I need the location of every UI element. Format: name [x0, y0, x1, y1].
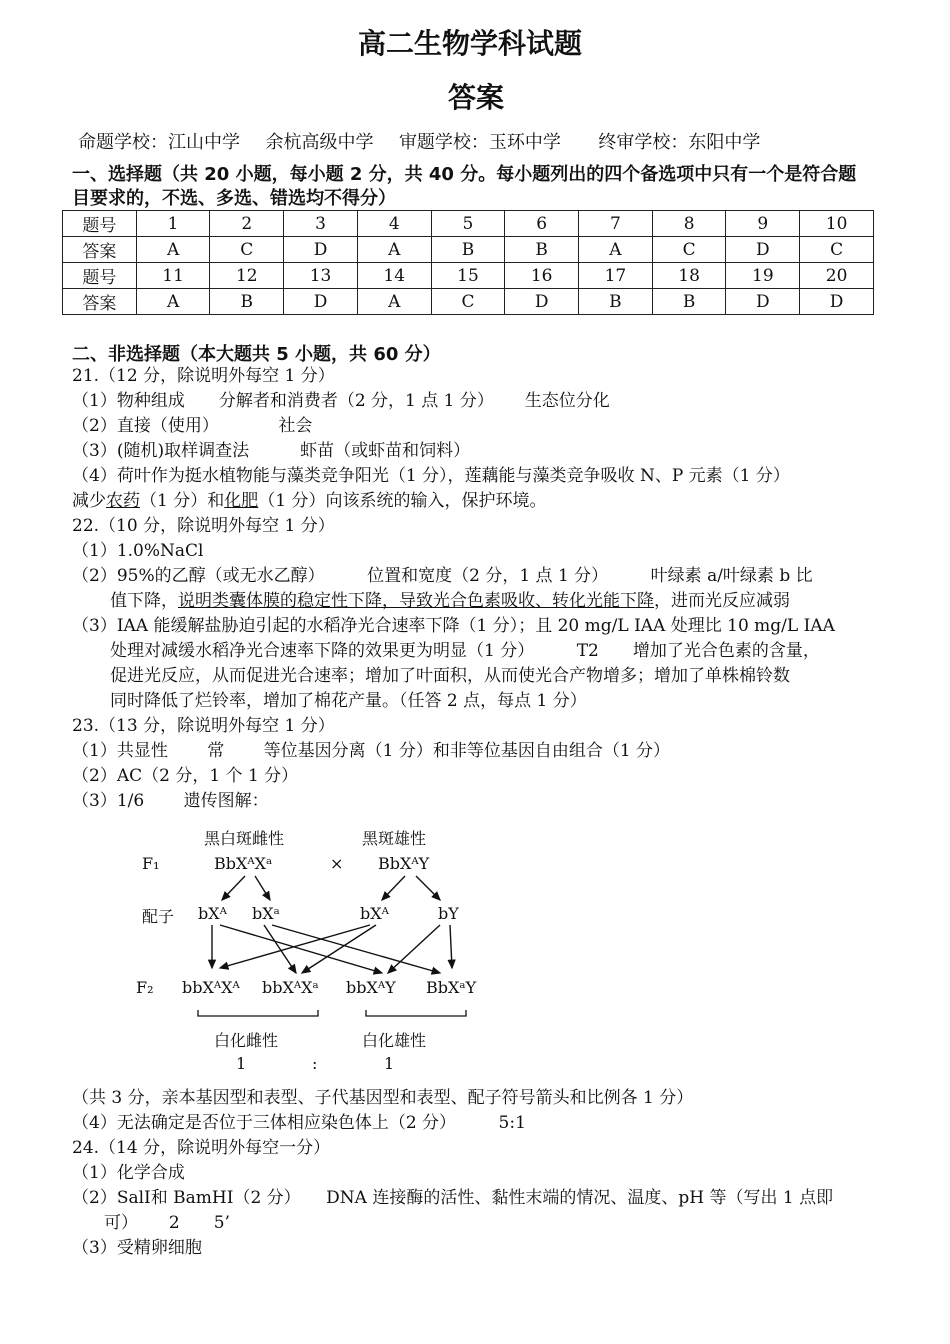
- table-cell: B: [505, 237, 579, 263]
- q21-underlined-fertilizer: 化肥: [224, 491, 259, 511]
- gamete-3: bXᴬ: [360, 904, 389, 923]
- q21-line4: （4）荷叶作为挺水植物能与藻类竞争阳光（1 分），莲藕能与藻类竞争吸收 N、P 元素（1 分）: [72, 466, 790, 486]
- q22-line5: 处理对减缓水稻净光合速率下降的效果更为明显（1 分） T2 增加了光合色素的含量，: [110, 641, 820, 661]
- ratio-left: 1: [236, 1054, 247, 1073]
- proposer-school: 命题学校：江山中学: [78, 132, 240, 153]
- q24-line1: （1）化学合成: [72, 1163, 185, 1183]
- table-cell: A: [357, 237, 431, 263]
- table-row: [63, 211, 874, 237]
- genetic-diagram: [120, 818, 540, 1078]
- q22-text: ，进而光反应减弱: [654, 591, 790, 611]
- q21-line1: （1）物种组成 分解者和消费者（2 分，1 点 1 分） 生态位分化: [72, 391, 610, 411]
- table-cell: A: [579, 237, 653, 263]
- q22-underlined-explanation: 说明类囊体膜的稳定性下降，导致光合色素吸收、转化光能下降: [178, 591, 654, 611]
- answer-subtitle: 答案: [448, 81, 505, 114]
- table-cell: 15: [431, 263, 505, 289]
- table-cell: 17: [579, 263, 653, 289]
- q21-text: （1 分）和: [140, 491, 225, 511]
- table-cell: 18: [652, 263, 726, 289]
- table-cell: C: [431, 289, 505, 315]
- table-cell: C: [800, 237, 874, 263]
- parent1-genotype: BbXᴬXᵃ: [214, 854, 273, 873]
- table-cell: A: [136, 289, 210, 315]
- table-cell: C: [652, 237, 726, 263]
- table-cell: B: [652, 289, 726, 315]
- gamete-4: bY: [438, 904, 459, 923]
- section2-heading: 二、非选择题（本大题共 5 小题，共 60 分）: [72, 344, 441, 365]
- q23-line2: （2）AC（2 分，1 个 1 分）: [72, 766, 299, 786]
- table-label-answer: 答案: [63, 237, 137, 263]
- section1-heading-line2: 目要求的，不选、多选、错选均不得分）: [72, 188, 396, 209]
- offspring-2: bbXᴬXᵃ: [262, 978, 319, 997]
- q23-line1: （1）共显性 常 等位基因分离（1 分）和非等位基因自由组合（1 分）: [72, 741, 671, 761]
- table-label-question: 题号: [63, 211, 137, 237]
- table-cell: B: [431, 237, 505, 263]
- q24-line3: 可） 2 5’: [104, 1213, 230, 1233]
- f1-label: F₁: [142, 854, 160, 873]
- table-cell: 14: [357, 263, 431, 289]
- q24-line4: （3）受精卵细胞: [72, 1238, 202, 1258]
- q21-text: 减少: [72, 491, 106, 511]
- final-school: 终审学校：东阳中学: [598, 132, 761, 153]
- bracket-left: [198, 1010, 318, 1016]
- arrow-p2-g4: [416, 876, 440, 900]
- offspring-1: bbXᴬXᴬ: [182, 978, 240, 997]
- table-cell: 1: [136, 211, 210, 237]
- table-cell: A: [357, 289, 431, 315]
- parent2-genotype: BbXᴬY: [378, 854, 430, 873]
- table-cell: 4: [357, 211, 431, 237]
- table-cell: 2: [210, 211, 284, 237]
- bracket-right: [366, 1010, 466, 1016]
- table-cell: 7: [579, 211, 653, 237]
- table-cell: 5: [431, 211, 505, 237]
- table-label-answer: 答案: [63, 289, 137, 315]
- gamete-2: bXᵃ: [252, 904, 280, 923]
- table-cell: D: [726, 237, 800, 263]
- table-cell: D: [800, 289, 874, 315]
- table-cell: B: [579, 289, 653, 315]
- table-cell: 20: [800, 263, 874, 289]
- arrow-g2-o2: [264, 925, 296, 973]
- parent2-phenotype: 黑斑雄性: [362, 829, 427, 848]
- table-cell: D: [284, 237, 358, 263]
- schools-line: [78, 128, 760, 154]
- arrow-g3-o2: [302, 925, 376, 973]
- table-cell: 9: [726, 211, 800, 237]
- table-cell: D: [284, 289, 358, 315]
- section1-heading-line1: 一、选择题（共 20 小题，每小题 2 分，共 40 分。每小题列出的四个备选项中只有一个是符合题: [72, 164, 857, 185]
- offspring-phenotype-female: 白化雌性: [214, 1031, 279, 1050]
- q24-head: 24.（14 分，除说明外每空一分）: [72, 1138, 331, 1158]
- f2-label: F₂: [136, 978, 154, 997]
- q23-line4: （4）无法确定是否位于三体相应染色体上（2 分） 5:1: [72, 1113, 526, 1133]
- q22-line2: （2）95%的乙醇（或无水乙醇） 位置和宽度（2 分，1 点 1 分） 叶绿素 a/叶绿素 b 比: [72, 566, 813, 586]
- table-cell: 16: [505, 263, 579, 289]
- answer-table: [62, 210, 874, 315]
- table-cell: 13: [284, 263, 358, 289]
- table-cell: 10: [800, 211, 874, 237]
- gamete-label: 配子: [142, 907, 175, 926]
- q21-underlined-pesticide: 农药: [106, 491, 140, 511]
- table-row: [63, 289, 874, 315]
- q22-line3: [110, 589, 790, 613]
- q23-scoring-note: （共 3 分，亲本基因型和表型、子代基因型和表型、配子符号箭头和比例各 1 分）: [72, 1088, 694, 1108]
- q21-text: （1 分）向该系统的输入，保护环境。: [258, 491, 547, 511]
- offspring-phenotype-male: 白化雄性: [362, 1031, 427, 1050]
- table-cell: A: [136, 237, 210, 263]
- page-title: 高二生物学科试题: [358, 27, 583, 60]
- table-cell: C: [210, 237, 284, 263]
- table-label-question: 题号: [63, 263, 137, 289]
- offspring-4: BbXᵃY: [426, 978, 477, 997]
- table-cell: 19: [726, 263, 800, 289]
- reviewer-school: 审题学校：玉环中学: [398, 132, 561, 153]
- table-cell: D: [726, 289, 800, 315]
- table-row: [63, 237, 874, 263]
- q23-head: 23.（13 分，除说明外每空 1 分）: [72, 716, 335, 736]
- q22-line1: （1）1.0%NaCl: [72, 541, 204, 561]
- q21-line5: [72, 489, 546, 513]
- table-cell: 11: [136, 263, 210, 289]
- cross-symbol: ×: [330, 854, 344, 873]
- table-cell: B: [210, 289, 284, 315]
- table-cell: 3: [284, 211, 358, 237]
- q22-line4: （3）IAA 能缓解盐胁迫引起的水稻净光合速率下降（1 分）；且 20 mg/L IAA 处理比 10 mg/L IAA: [72, 616, 835, 636]
- q24-line2: （2）SalⅠ和 BamHⅠ（2 分） DNA 连接酶的活性、黏性末端的情况、温度、pH 等（写出 1 点即: [72, 1188, 834, 1208]
- proposer-school-2: 余杭高级中学: [265, 132, 374, 153]
- arrow-p1-g2: [255, 876, 270, 900]
- offspring-3: bbXᴬY: [346, 978, 396, 997]
- gamete-1: bXᴬ: [198, 904, 227, 923]
- arrow-p2-g3: [382, 876, 405, 900]
- ratio-right: 1: [384, 1054, 395, 1073]
- table-cell: D: [505, 289, 579, 315]
- table-cell: 8: [652, 211, 726, 237]
- ratio-separator: :: [312, 1054, 318, 1073]
- table-cell: 6: [505, 211, 579, 237]
- q23-line3: （3）1/6 遗传图解：: [72, 791, 269, 811]
- arrow-g4-o4: [450, 925, 452, 968]
- q21-head: 21.（12 分，除说明外每空 1 分）: [72, 366, 335, 386]
- table-row: [63, 263, 874, 289]
- q21-line3: （3）(随机)取样调查法 虾苗（或虾苗和饲料）: [72, 441, 471, 461]
- q22-text: 值下降，: [110, 591, 178, 611]
- q22-line6: 促进光反应，从而促进光合速率；增加了叶面积，从而使光合产物增多；增加了单株棉铃数: [110, 666, 790, 686]
- arrow-p1-g1: [222, 876, 245, 900]
- table-cell: 12: [210, 263, 284, 289]
- q22-line7: 同时降低了烂铃率，增加了棉花产量。（任答 2 点，每点 1 分）: [110, 691, 587, 711]
- q21-line2: （2）直接（使用） 社会: [72, 416, 313, 436]
- q22-head: 22.（10 分，除说明外每空 1 分）: [72, 516, 335, 536]
- parent1-phenotype: 黑白斑雌性: [204, 829, 285, 848]
